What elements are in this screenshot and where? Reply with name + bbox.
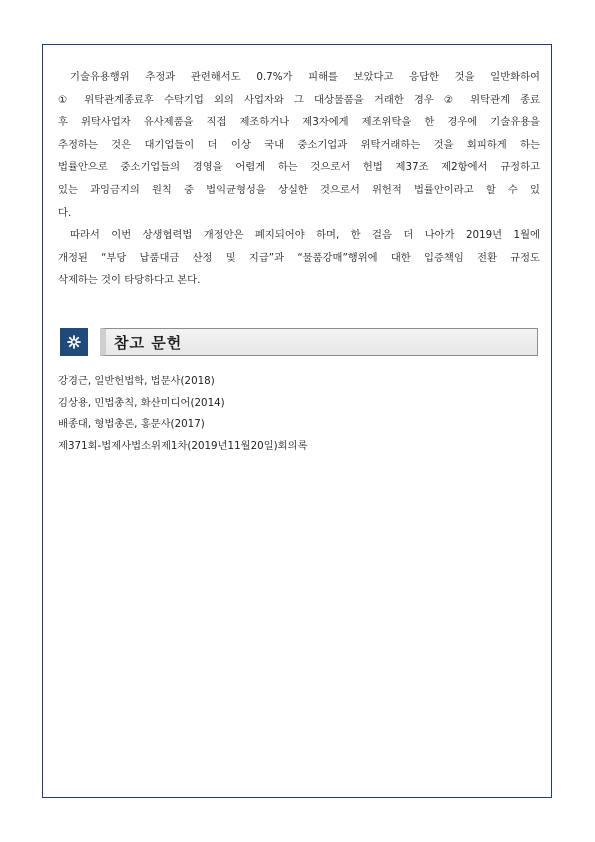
body-text — [58, 66, 540, 292]
paragraph-1-line: 다. — [58, 206, 72, 219]
references-list — [58, 371, 538, 457]
references-title-box — [100, 328, 538, 356]
paragraph-2-line: 개정된 “부당 납품대금 산정 및 지급”과 “물품강매”행위에 대한 입증책임 전환 규정도 — [58, 251, 540, 264]
asterisk-icon-glyph — [66, 334, 82, 350]
paragraph-1-line: 있는 과잉금지의 원칙 중 법익균형성을 상실한 것으로서 위헌적 법률안이라고 할 수 있 — [58, 183, 540, 196]
paragraph-2 — [58, 224, 540, 292]
references-title: 참고 문헌 — [114, 333, 183, 352]
asterisk-icon — [60, 328, 88, 356]
reference-item: 김상용, 민법총칙, 화산미디어(2014) — [58, 396, 225, 409]
paragraph-2-line: 삭제하는 것이 타당하다고 본다. — [58, 274, 201, 287]
paragraph-1-line: 기술유용행위 추정과 관련해서도 0.7%가 피해를 보았다고 응답한 것을 일반화하여 — [70, 71, 540, 83]
paragraph-2-line: 따라서 이번 상생협력법 개정안은 폐지되어야 하며, 한 걸음 더 나아가 2019년 1월에 — [70, 229, 540, 242]
reference-item: 제371회-법제사법소위제1차(2019년11월20일)회의록 — [58, 439, 308, 452]
paragraph-1-line: 후 위탁사업자 유사제품을 직접 제조하거나 제3자에게 제조위탁을 한 경우에 기술유용을 — [58, 116, 540, 129]
reference-item: 배종대, 형법총론, 홍문사(2017) — [58, 418, 205, 430]
paragraph-1-line: ① 위탁관계종료후 수탁기업 외의 사업자와 그 대상물품을 거래한 경우 ② 위탁관계 종료 — [58, 93, 540, 106]
paragraph-1 — [58, 66, 540, 224]
paragraph-1-line: 추정하는 것은 대기업들이 더 이상 국내 중소기업과 위탁거래하는 것을 회피하게 하는 — [58, 138, 540, 151]
references-header — [60, 328, 538, 356]
reference-item: 강경근, 일반헌법학, 법문사(2018) — [58, 375, 215, 387]
paragraph-1-line: 법률안으로 중소기업들의 경영을 어렵게 하는 것으로서 헌법 제37조 제2항에서 규정하고 — [58, 161, 540, 174]
